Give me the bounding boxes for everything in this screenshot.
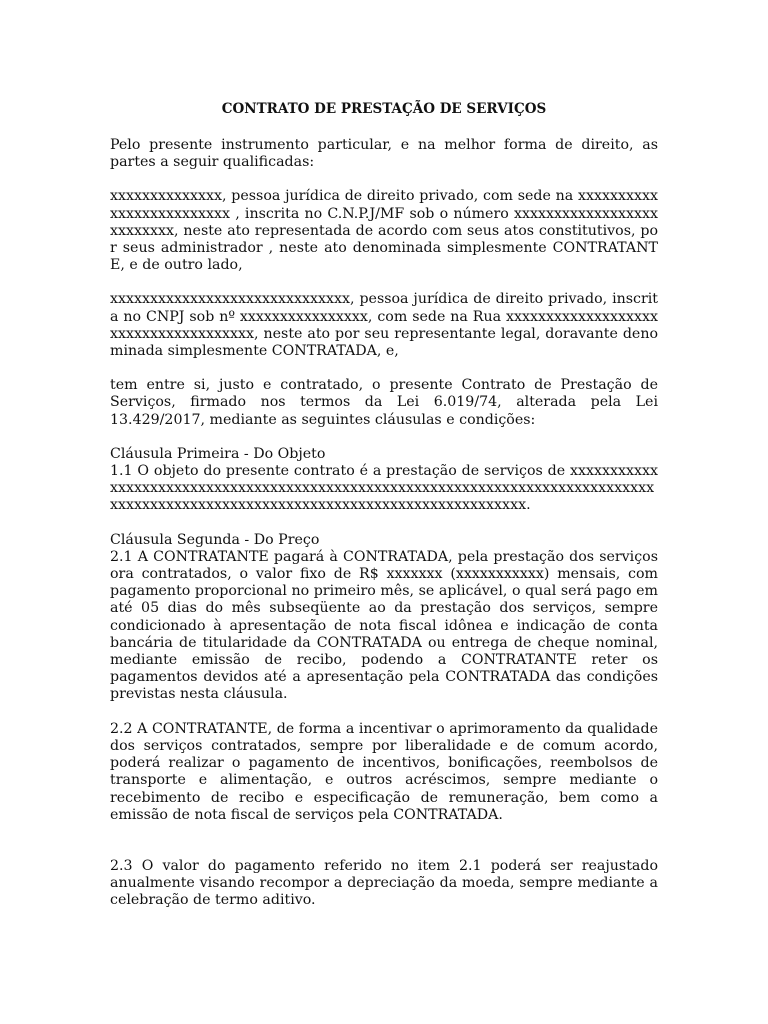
clause-1-1: 1.1 O objeto do presente contrato é a prestação de serviços de xxxxxxxxxxxxxxxxxxxxxxxxxxxxxxxxxxxxxxxxxxxxxxxxxxxxxxxxxxxxxxxxxxxxxxxxxxxxxxxxxxxxxxxxxxxxxxxxxxxxxxxxxxxxxxxxxxxxxxxxxxxxxxxxxxx.: [110, 463, 658, 514]
clause-2-title: Cláusula Segunda - Do Preço: [110, 531, 320, 548]
contratada-paragraph: xxxxxxxxxxxxxxxxxxxxxxxxxxxxxx, pessoa jurídica de direito privado, inscrita no CNPJ sob nº xxxxxxxxxxxxxxxx, com sede na Rua xxxxxxxxxxxxxxxxxxxxxxxxxxxxxxxxxxxxx, neste ato por seu representante legal, doravante denominada simplesmente CONTRATADA, e,: [110, 291, 658, 360]
intro-paragraph: Pelo presente instrumento particular, e na melhor forma de direito, as partes a seguir qualificadas:: [110, 137, 658, 171]
clause-2-2: 2.2 A CONTRATANTE, de forma a incentivar o aprimoramento da qualidade dos serviços contratados, sempre por liberalidade e de comum acordo, poderá realizar o pagamento de incentivos, bonificações, reembolsos de transporte e alimentação, e outros acréscimos, sempre mediante o recebimento de recibo e especificação de remuneração, bem como a emissão de nota fiscal de serviços pela CONTRATADA.: [110, 720, 658, 823]
contratante-paragraph: xxxxxxxxxxxxxx, pessoa jurídica de direito privado, com sede na xxxxxxxxxxxxxxxxxxxxxxxxx , inscrita no C.N.P.J/MF sob o número xxxxxxxxxxxxxxxxxxxxxxxxxx, neste ato representada de acordo com seus atos constitutivos, por seus administrador , neste ato denominada simplesmente CONTRATANTE, e de outro lado,: [110, 188, 658, 274]
clause-1-title: Cláusula Primeira - Do Objeto: [110, 445, 326, 462]
document-title: CONTRATO DE PRESTAÇÃO DE SERVIÇOS: [221, 101, 547, 117]
clause-2-3: 2.3 O valor do pagamento referido no item 2.1 poderá ser reajustado anualmente visando recompor a depreciação da moeda, sempre mediante a celebração de termo aditivo.: [110, 857, 658, 909]
clause-2-1: 2.1 A CONTRATANTE pagará à CONTRATADA, pela prestação dos serviços ora contratados, o valor fixo de R$ xxxxxxx (xxxxxxxxxxx) mensais, com pagamento proporcional no primeiro mês, se aplicável, o qual será pago em até 05 dias do mês subseqüente ao da prestação dos serviços, sempre condicionado à apresentação de nota fiscal idônea e indicação de conta bancária de titularidade da CONTRATADA ou entrega de cheque nominal, mediante emissão de recibo, podendo a CONTRATANTE reter os pagamentos devidos até a apresentação pela CONTRATADA das condições previstas nesta cláusula.: [110, 548, 658, 703]
agreement-paragraph: tem entre si, justo e contratado, o presente Contrato de Prestação de Serviços, firmado nos termos da Lei 6.019/74, alterada pela Lei 13.429/2017, mediante as seguintes cláusulas e condições:: [110, 377, 658, 428]
